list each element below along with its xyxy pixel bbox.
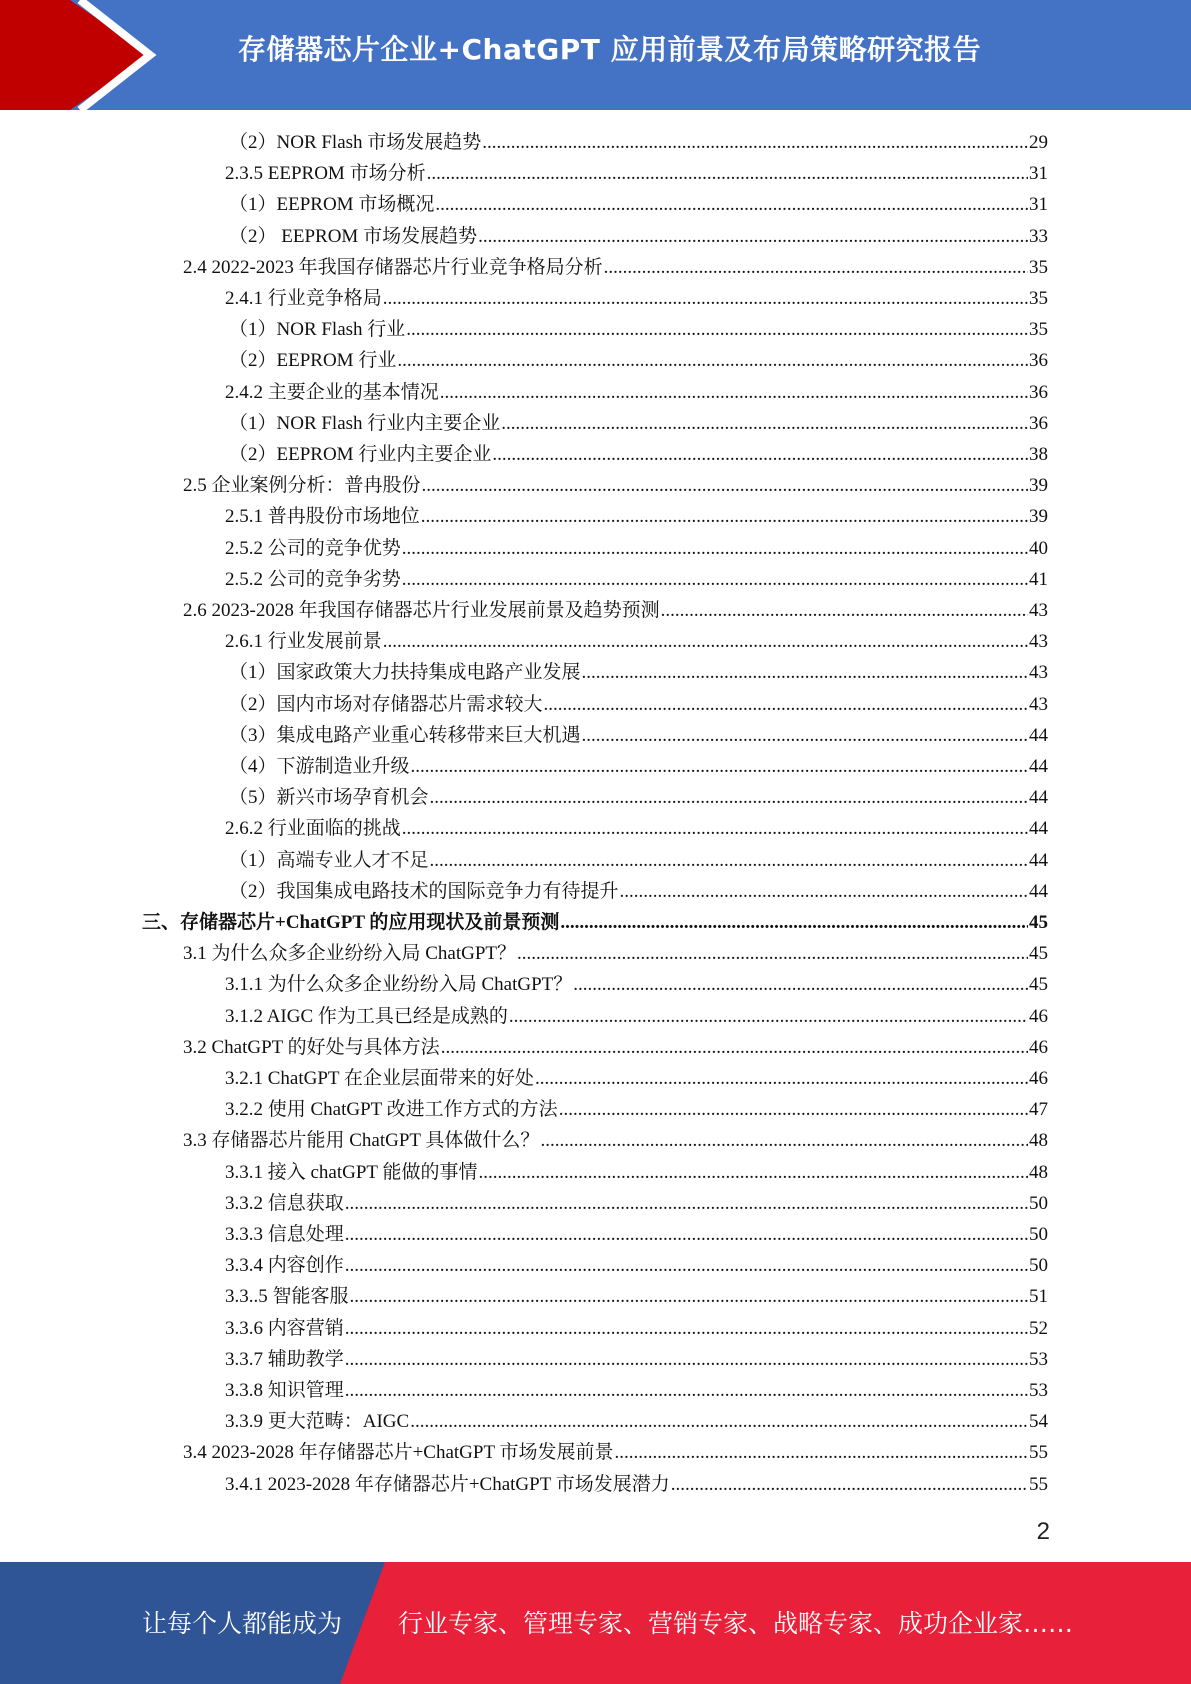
toc-dot-leader bbox=[402, 565, 1028, 595]
toc-entry-page: 41 bbox=[1029, 568, 1048, 590]
toc-entry-title: 三、存储器芯片+ChatGPT 的应用现状及前景预测 bbox=[142, 912, 560, 933]
toc-entry[interactable] bbox=[225, 1095, 1048, 1125]
toc-entry-title: （5）新兴市场孕育机会 bbox=[229, 787, 429, 809]
toc-entry-page: 36 bbox=[1029, 412, 1048, 434]
toc-entry-page: 39 bbox=[1029, 506, 1048, 528]
toc-entry[interactable] bbox=[229, 440, 1048, 470]
toc-dot-leader bbox=[560, 908, 1028, 938]
toc-dot-leader bbox=[427, 159, 1028, 189]
toc-entry[interactable] bbox=[225, 1002, 1048, 1032]
toc-entry[interactable] bbox=[229, 658, 1048, 688]
toc-entry-page: 52 bbox=[1029, 1317, 1048, 1339]
toc-entry-title: 3.3 存储器芯片能用 ChatGPT 具体做什么？ bbox=[183, 1130, 540, 1152]
toc-entry[interactable] bbox=[225, 1189, 1048, 1219]
toc-dot-leader bbox=[441, 1033, 1028, 1063]
toc-dot-leader bbox=[604, 253, 1028, 283]
toc-entry[interactable] bbox=[229, 346, 1048, 376]
toc-entry-title: 3.3.6 内容营销 bbox=[225, 1317, 344, 1339]
toc-entry-title: 3.3.4 内容创作 bbox=[225, 1255, 344, 1277]
toc-entry-title: （1）NOR Flash 行业内主要企业 bbox=[229, 412, 501, 434]
toc-entry-page: 35 bbox=[1029, 256, 1048, 278]
toc-entry[interactable] bbox=[225, 1064, 1048, 1094]
toc-dot-leader bbox=[501, 409, 1028, 439]
toc-dot-leader bbox=[345, 1189, 1028, 1219]
toc-entry-page: 50 bbox=[1029, 1224, 1048, 1245]
toc-dot-leader bbox=[383, 627, 1028, 657]
toc-entry-page: 50 bbox=[1029, 1192, 1048, 1214]
toc-dot-leader bbox=[535, 1064, 1028, 1094]
toc-entry[interactable] bbox=[229, 128, 1048, 158]
toc-entry-page: 48 bbox=[1029, 1161, 1048, 1183]
toc-entry-title: 3.4 2023-2028 年存储器芯片+ChatGPT 市场发展前景 bbox=[183, 1442, 614, 1464]
toc-entry-title: （2）NOR Flash 市场发展趋势 bbox=[229, 132, 482, 153]
toc-entry[interactable] bbox=[183, 1033, 1048, 1063]
toc-dot-leader bbox=[435, 190, 1028, 220]
toc-entry[interactable] bbox=[225, 1158, 1048, 1188]
toc-entry-page: 45 bbox=[1029, 943, 1048, 965]
toc-entry-title: （1）NOR Flash 行业 bbox=[229, 319, 406, 341]
toc-entry[interactable] bbox=[229, 752, 1048, 782]
toc-entry[interactable] bbox=[183, 471, 1048, 501]
toc-dot-leader bbox=[383, 284, 1028, 314]
toc-entry-title: 3.3.8 知识管理 bbox=[225, 1380, 344, 1401]
toc-entry-page: 40 bbox=[1029, 537, 1048, 559]
toc-dot-leader bbox=[345, 1220, 1028, 1250]
toc-dot-leader bbox=[406, 315, 1028, 345]
toc-entry-title: 2.4.1 行业竞争格局 bbox=[225, 288, 382, 309]
report-title: 存储器芯片企业+ChatGPT 应用前景及布局策略研究报告 bbox=[238, 33, 982, 66]
toc-entry[interactable] bbox=[225, 970, 1048, 1000]
toc-entry-page: 48 bbox=[1029, 1130, 1048, 1152]
toc-entry-title: （3）集成电路产业重心转移带来巨大机遇 bbox=[229, 724, 581, 746]
toc-entry-page: 38 bbox=[1029, 444, 1048, 465]
report-header bbox=[0, 0, 1191, 110]
toc-entry[interactable] bbox=[229, 409, 1048, 439]
toc-entry-page: 50 bbox=[1029, 1255, 1048, 1277]
toc-entry[interactable] bbox=[229, 877, 1048, 907]
toc-dot-leader bbox=[509, 1002, 1028, 1032]
toc-entry[interactable] bbox=[142, 908, 1048, 938]
toc-entry-title: 3.3.1 接入 chatGPT 能做的事情 bbox=[225, 1161, 478, 1183]
footer-slogan-left: 让每个人都能成为 bbox=[142, 1609, 343, 1638]
toc-dot-leader bbox=[517, 939, 1028, 969]
toc-dot-leader bbox=[559, 1095, 1028, 1125]
toc-dot-leader bbox=[345, 1314, 1028, 1344]
toc-dot-leader bbox=[345, 1376, 1028, 1406]
toc-entry-page: 44 bbox=[1029, 756, 1048, 777]
toc-entry-page: 44 bbox=[1029, 849, 1048, 871]
toc-entry-page: 46 bbox=[1029, 1005, 1048, 1027]
footer-banner bbox=[0, 1562, 1191, 1684]
toc-entry-title: （2） EEPROM 市场发展趋势 bbox=[229, 225, 478, 247]
toc-entry-page: 31 bbox=[1029, 163, 1048, 185]
toc-entry-page: 39 bbox=[1029, 475, 1048, 497]
toc-dot-leader bbox=[582, 721, 1028, 751]
toc-entry[interactable] bbox=[229, 846, 1048, 876]
toc-dot-leader bbox=[345, 1251, 1028, 1281]
toc-entry-title: 3.3.2 信息获取 bbox=[225, 1192, 344, 1214]
toc-entry[interactable] bbox=[225, 1470, 1048, 1500]
toc-entry-page: 36 bbox=[1029, 350, 1048, 372]
toc-entry[interactable] bbox=[225, 378, 1048, 408]
toc-entry-page: 47 bbox=[1029, 1099, 1048, 1121]
toc-entry-page: 43 bbox=[1029, 600, 1048, 621]
toc-entry[interactable] bbox=[183, 253, 1048, 283]
toc-entry-title: 2.5.1 普冉股份市场地位 bbox=[225, 506, 420, 528]
toc-entry-title: （1）高端专业人才不足 bbox=[229, 849, 429, 871]
toc-entry-page: 43 bbox=[1029, 631, 1048, 653]
toc-dot-leader bbox=[402, 534, 1028, 564]
toc-entry-page: 46 bbox=[1029, 1036, 1048, 1058]
toc-entry[interactable] bbox=[225, 1282, 1048, 1312]
toc-entry-title: 3.3.7 辅助教学 bbox=[225, 1348, 344, 1370]
toc-dot-leader bbox=[544, 690, 1028, 720]
toc-dot-leader bbox=[430, 783, 1028, 813]
toc-entry[interactable] bbox=[225, 159, 1048, 189]
toc-entry[interactable] bbox=[225, 1345, 1048, 1375]
toc-entry-title: （1）EEPROM 市场概况 bbox=[229, 194, 435, 216]
toc-entry[interactable] bbox=[225, 1251, 1048, 1281]
toc-dot-leader bbox=[421, 502, 1028, 532]
toc-entry-title: 3.1.2 AIGC 作为工具已经是成熟的 bbox=[225, 1005, 508, 1027]
toc-dot-leader bbox=[582, 658, 1028, 688]
toc-entry[interactable] bbox=[229, 783, 1048, 813]
toc-entry-page: 55 bbox=[1029, 1442, 1048, 1464]
toc-entry-page: 44 bbox=[1029, 880, 1048, 902]
toc-entry-page: 45 bbox=[1029, 912, 1048, 933]
toc-entry-page: 43 bbox=[1029, 662, 1048, 684]
toc-entry-page: 44 bbox=[1029, 724, 1048, 746]
toc-entry-title: 2.6.2 行业面临的挑战 bbox=[225, 818, 401, 840]
toc-dot-leader bbox=[410, 1407, 1028, 1437]
toc-dot-leader bbox=[345, 1345, 1028, 1375]
toc-dot-leader bbox=[478, 1158, 1028, 1188]
toc-entry-page: 55 bbox=[1029, 1473, 1048, 1495]
toc-dot-leader bbox=[422, 471, 1028, 501]
toc-entry-page: 54 bbox=[1029, 1411, 1048, 1433]
toc-entry-title: 3.3.9 更大范畴：AIGC bbox=[225, 1411, 410, 1433]
toc-entry-title: 2.5.2 公司的竞争劣势 bbox=[225, 568, 401, 590]
toc-dot-leader bbox=[440, 378, 1028, 408]
toc-entry-page: 35 bbox=[1029, 288, 1048, 309]
toc-entry[interactable] bbox=[225, 627, 1048, 657]
toc-entry[interactable] bbox=[225, 1314, 1048, 1344]
toc-entry[interactable] bbox=[229, 721, 1048, 751]
toc-entry-title: （2）EEPROM 行业 bbox=[229, 350, 397, 372]
toc-entry-title: （4）下游制造业升级 bbox=[229, 756, 410, 777]
toc-entry-title: 2.6.1 行业发展前景 bbox=[225, 631, 382, 653]
toc-entry[interactable] bbox=[225, 1376, 1048, 1406]
toc-entry[interactable] bbox=[183, 939, 1048, 969]
toc-dot-leader bbox=[661, 596, 1028, 626]
toc-dot-leader bbox=[540, 1126, 1028, 1156]
toc-entry-title: 3.4.1 2023-2028 年存储器芯片+ChatGPT 市场发展潜力 bbox=[225, 1473, 670, 1495]
toc-entry-title: （2）我国集成电路技术的国际竞争力有待提升 bbox=[229, 880, 619, 902]
toc-entry-page: 44 bbox=[1029, 787, 1048, 809]
toc-entry[interactable] bbox=[225, 502, 1048, 532]
toc-entry-page: 45 bbox=[1029, 974, 1048, 996]
toc-dot-leader bbox=[350, 1282, 1028, 1312]
toc-entry-title: 2.3.5 EEPROM 市场分析 bbox=[225, 163, 426, 185]
toc-entry[interactable] bbox=[225, 1220, 1048, 1250]
toc-entry-title: 3.2.1 ChatGPT 在企业层面带来的好处 bbox=[225, 1068, 534, 1089]
toc-entry-page: 29 bbox=[1029, 132, 1048, 153]
toc-entry-page: 43 bbox=[1029, 693, 1048, 715]
toc-dot-leader bbox=[411, 752, 1028, 782]
toc-entry-page: 35 bbox=[1029, 319, 1048, 341]
toc-dot-leader bbox=[397, 346, 1028, 376]
toc-dot-leader bbox=[573, 970, 1028, 1000]
toc-entry-title: 2.5.2 公司的竞争优势 bbox=[225, 537, 401, 559]
toc-entry[interactable] bbox=[225, 814, 1048, 844]
toc-entry[interactable] bbox=[183, 1438, 1048, 1468]
red-chevron-shape bbox=[0, 0, 150, 110]
toc-entry[interactable] bbox=[225, 534, 1048, 564]
toc-dot-leader bbox=[478, 222, 1028, 252]
toc-entry-page: 36 bbox=[1029, 381, 1048, 403]
toc-entry[interactable] bbox=[229, 190, 1048, 220]
toc-entry-title: 2.4 2022-2023 年我国存储器芯片行业竞争格局分析 bbox=[183, 256, 603, 278]
toc-entry[interactable] bbox=[225, 1407, 1048, 1437]
toc-entry-page: 53 bbox=[1029, 1348, 1048, 1370]
toc-entry-title: 3.1.1 为什么众多企业纷纷入局 ChatGPT？ bbox=[225, 974, 573, 996]
toc-entry-title: 3.1 为什么众多企业纷纷入局 ChatGPT？ bbox=[183, 943, 517, 965]
toc-dot-leader bbox=[492, 440, 1028, 470]
toc-entry-title: （2）EEPROM 行业内主要企业 bbox=[229, 444, 492, 465]
toc-dot-leader bbox=[620, 877, 1028, 907]
toc-entry-title: 3.2 ChatGPT 的好处与具体方法 bbox=[183, 1036, 440, 1058]
toc-entry-title: 3.3..5 智能客服 bbox=[225, 1286, 349, 1308]
page-number: 2 bbox=[1036, 1518, 1050, 1545]
toc-entry-title: （1）国家政策大力扶持集成电路产业发展 bbox=[229, 662, 581, 684]
toc-entry[interactable] bbox=[225, 565, 1048, 595]
toc-entry-page: 51 bbox=[1029, 1286, 1048, 1308]
toc-dot-leader bbox=[482, 128, 1028, 158]
toc-entry[interactable] bbox=[229, 315, 1048, 345]
toc-entry-page: 53 bbox=[1029, 1380, 1048, 1401]
toc-entry[interactable] bbox=[229, 690, 1048, 720]
header-chevron-decoration bbox=[0, 0, 170, 110]
toc-entry-title: 2.6 2023-2028 年我国存储器芯片行业发展前景及趋势预测 bbox=[183, 600, 660, 621]
toc-entry[interactable] bbox=[229, 222, 1048, 252]
toc-entry-title: （2）国内市场对存储器芯片需求较大 bbox=[229, 693, 543, 715]
toc-entry[interactable] bbox=[225, 284, 1048, 314]
toc-entry-title: 2.5 企业案例分析：普冉股份 bbox=[183, 475, 421, 497]
toc-entry-page: 31 bbox=[1029, 194, 1048, 216]
toc-entry-title: 3.2.2 使用 ChatGPT 改进工作方式的方法 bbox=[225, 1099, 558, 1121]
toc-entry-title: 3.3.3 信息处理 bbox=[225, 1224, 344, 1245]
toc-entry-page: 33 bbox=[1029, 225, 1048, 247]
toc-entry[interactable] bbox=[183, 1126, 1048, 1156]
toc-entry-page: 44 bbox=[1029, 818, 1048, 840]
toc-dot-leader bbox=[402, 814, 1028, 844]
toc-entry-title: 2.4.2 主要企业的基本情况 bbox=[225, 381, 439, 403]
toc-dot-leader bbox=[671, 1470, 1028, 1500]
footer-slogan-right: 行业专家、管理专家、营销专家、战略专家、成功企业家…… bbox=[398, 1609, 1074, 1638]
toc-entry-page: 46 bbox=[1029, 1068, 1048, 1089]
toc-entry[interactable] bbox=[183, 596, 1048, 626]
toc-dot-leader bbox=[614, 1438, 1028, 1468]
toc-dot-leader bbox=[430, 846, 1028, 876]
